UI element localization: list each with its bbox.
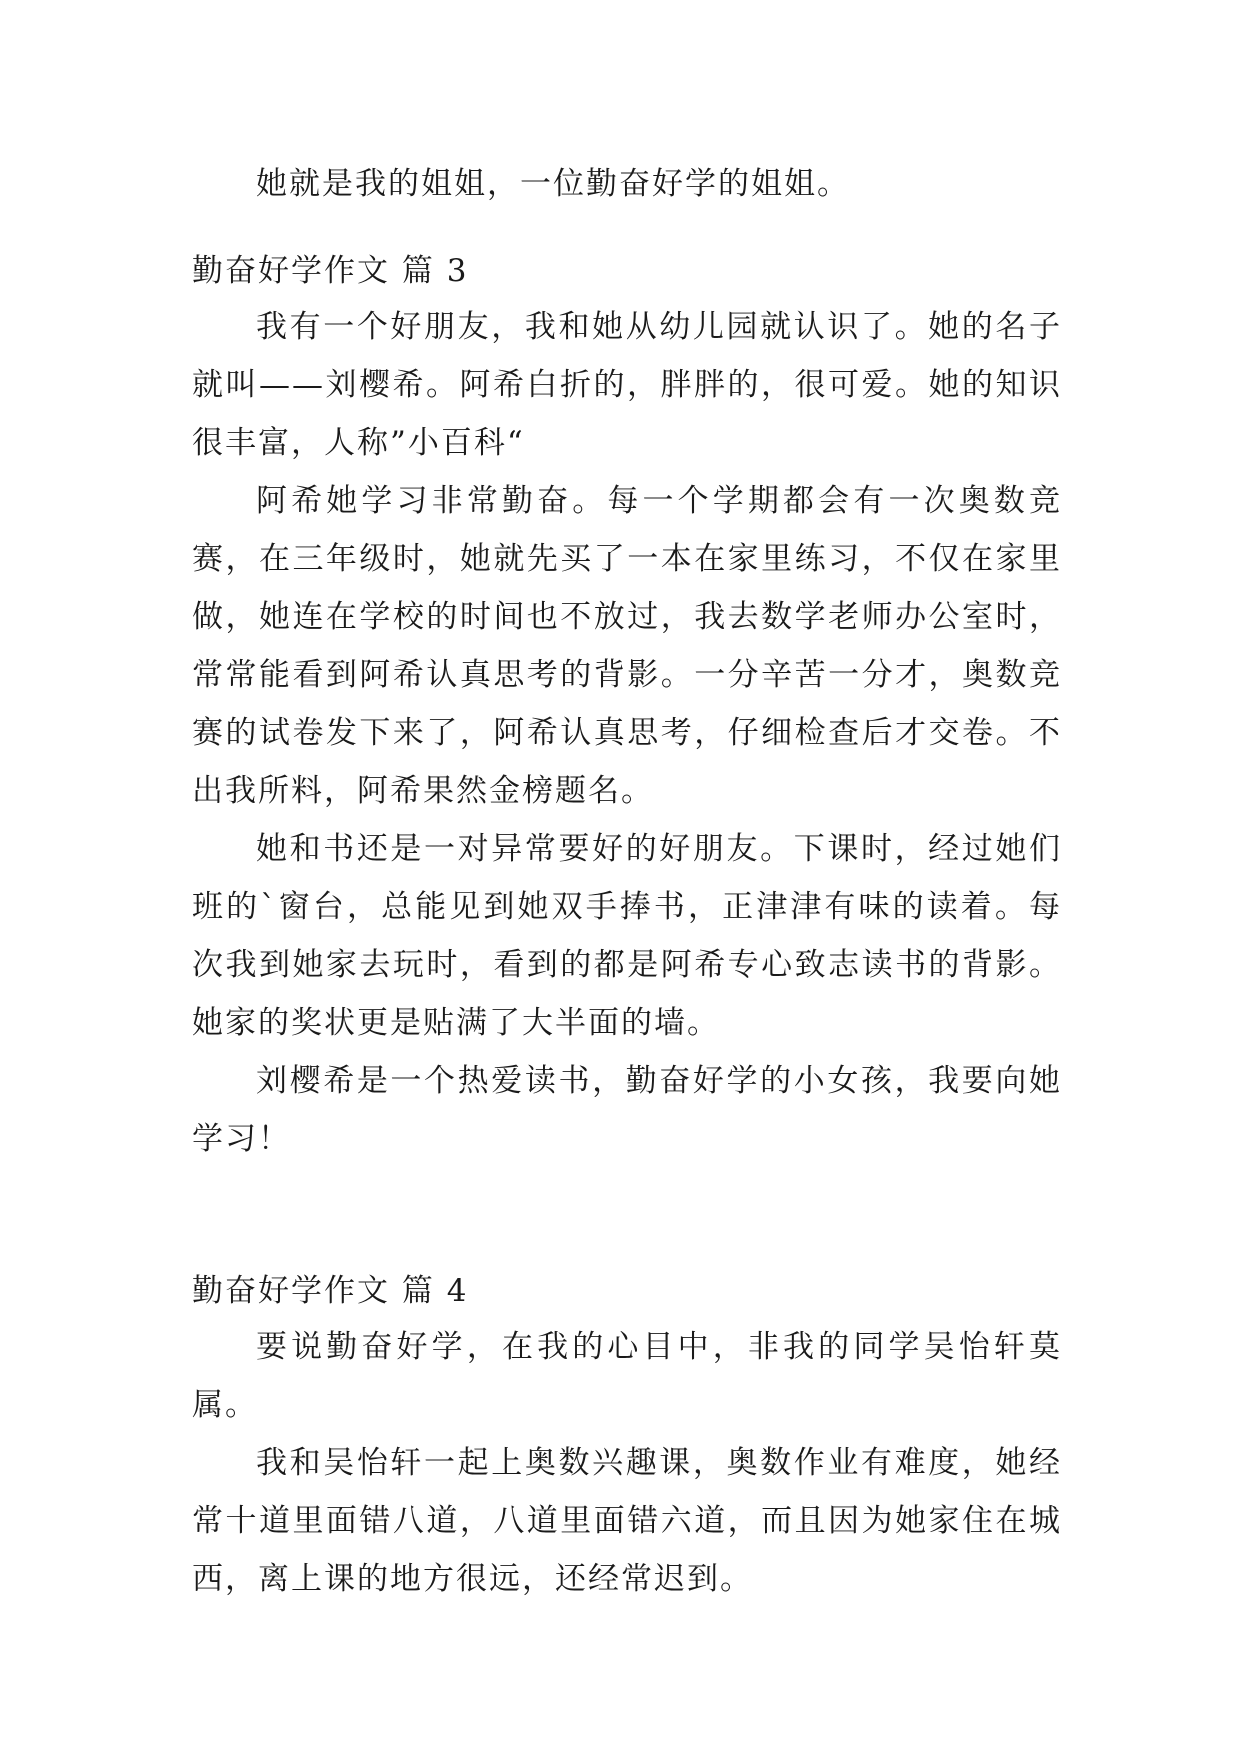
- section-4-heading: 勤奋好学作文 篇 4: [192, 1273, 469, 1309]
- section-4-paragraph-2: 我和吴怡轩一起上奥数兴趣课，奥数作业有难度，她经常十道里面错八道，八道里面错六道，而且因为她家住在城西，离上课的地方很远，还经常迟到。: [192, 1445, 1062, 1597]
- section-3-paragraph-1: 我有一个好朋友，我和她从幼儿园就认识了。她的名子就叫——刘樱希。阿希白折的，胖胖的，很可爱。她的知识很丰富，人称”小百科“: [192, 309, 1062, 461]
- section-3-paragraph-3: 她和书还是一对异常要好的好朋友。下课时，经过她们班的`窗台，总能见到她双手捧书，正津津有味的读着。每次我到她家去玩时，看到的都是阿希专心致志读书的背影。她家的奖状更是贴满了大半面的墙。: [192, 831, 1062, 1041]
- section-4-paragraph-1: 要说勤奋好学，在我的心目中，非我的同学吴怡轩莫属。: [192, 1329, 1062, 1423]
- intro-closing-paragraph: 她就是我的姐姐，一位勤奋好学的姐姐。: [256, 166, 850, 202]
- section-3-paragraph-4: 刘樱希是一个热爱读书，勤奋好学的小女孩，我要向她学习！: [192, 1063, 1062, 1157]
- section-3-paragraph-2: 阿希她学习非常勤奋。每一个学期都会有一次奥数竞赛，在三年级时，她就先买了一本在家里练习，不仅在家里做，她连在学校的时间也不放过，我去数学老师办公室时，常常能看到阿希认真思考的背影。一分辛苦一分才，奥数竞赛的试卷发下来了，阿希认真思考，仔细检查后才交卷。不出我所料，阿希果然金榜题名。: [192, 483, 1062, 809]
- section-4-body: [192, 1318, 1062, 1608]
- section-3-heading: 勤奋好学作文 篇 3: [192, 253, 469, 289]
- section-3-body: [192, 298, 1062, 1168]
